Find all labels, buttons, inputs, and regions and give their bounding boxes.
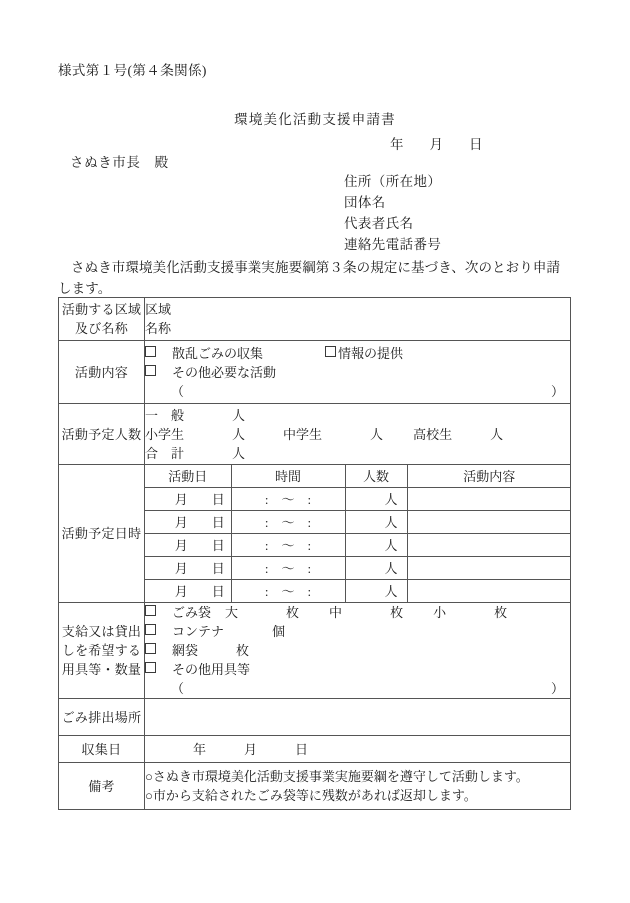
form-number: 様式第１号(第４条関係) xyxy=(58,63,207,78)
schedule-count-unit: 人 xyxy=(384,537,398,553)
supplies-label-line1: 支給又は貸出 xyxy=(61,624,142,639)
schedule-content-cell[interactable] xyxy=(407,580,571,603)
collection-date-month-label: 月 xyxy=(244,741,258,757)
schedule-month-label: 月 xyxy=(174,514,188,530)
garbage-bag-small-label: 小 xyxy=(433,605,447,620)
schedule-day-label: 日 xyxy=(211,514,225,530)
area-field-label: 区域 xyxy=(145,302,172,317)
applicant-phone-label: 連絡先電話番号 xyxy=(344,237,442,252)
schedule-time-cell[interactable]: : ～ : xyxy=(231,580,345,603)
supplies-label-line3: 用具等・数量 xyxy=(61,662,142,677)
supplies-bag-row xyxy=(145,603,570,622)
disposal-site-label-cell: ごみ排出場所 xyxy=(59,699,145,736)
garbage-bag-large-label: 大 xyxy=(225,605,239,620)
activity-paren-open: （ xyxy=(171,383,185,399)
garbage-bag-small-unit: 枚 xyxy=(494,605,508,620)
checkbox-litter-collection[interactable] xyxy=(145,346,156,357)
schedule-time-cell[interactable]: : ～ : xyxy=(231,534,345,557)
schedule-header-date: 活動日 xyxy=(145,465,231,488)
area-label-cell xyxy=(59,298,145,341)
schedule-subtable-cell xyxy=(145,465,571,603)
applicant-address-label: 住所（所在地） xyxy=(344,174,442,189)
headcount-general-unit: 人 xyxy=(232,407,246,423)
table-row-supplies xyxy=(59,603,571,699)
checkbox-information-provision[interactable] xyxy=(325,346,336,357)
schedule-count-cell[interactable] xyxy=(345,511,407,534)
table-row-area xyxy=(59,298,571,341)
schedule-month-label: 月 xyxy=(174,560,188,576)
schedule-count-unit: 人 xyxy=(384,583,398,599)
schedule-count-cell[interactable] xyxy=(345,557,407,580)
schedule-day-label: 日 xyxy=(211,491,225,507)
checkbox-container[interactable] xyxy=(145,624,156,635)
schedule-count-unit: 人 xyxy=(384,514,398,530)
remarks-line-1: ○さぬき市環境美化活動支援事業実施要綱を遵守して活動します。 xyxy=(145,769,529,784)
schedule-row[interactable] xyxy=(145,511,571,534)
checkbox-garbage-bag[interactable] xyxy=(145,605,156,616)
schedule-time-cell[interactable]: : ～ : xyxy=(231,488,345,511)
addressee-name: さぬき市長 xyxy=(70,155,141,170)
schedule-header-count: 人数 xyxy=(345,465,407,488)
supplies-netbag-row xyxy=(145,641,570,660)
schedule-header-time: 時間 xyxy=(231,465,345,488)
container-label: コンテナ xyxy=(172,624,225,639)
date-day-label: 日 xyxy=(469,137,483,152)
activity-label-cell: 活動内容 xyxy=(59,341,145,404)
applicant-info-block xyxy=(344,171,441,255)
activity-paren-close: ） xyxy=(550,383,564,399)
schedule-header-content: 活動内容 xyxy=(407,465,571,488)
headcount-high-label: 高校生 xyxy=(413,426,453,442)
schedule-row[interactable] xyxy=(145,488,571,511)
schedule-count-unit: 人 xyxy=(384,560,398,576)
checkbox-litter-collection-label: 散乱ごみの収集 xyxy=(172,345,264,361)
net-bag-label: 網袋 xyxy=(172,643,199,658)
other-supplies-label: その他用具等 xyxy=(172,662,251,677)
container-unit: 個 xyxy=(272,624,286,639)
headcount-general-row xyxy=(145,406,570,425)
checkbox-other-supplies[interactable] xyxy=(145,662,156,673)
supplies-container-row xyxy=(145,622,570,641)
headcount-high-unit: 人 xyxy=(490,426,504,442)
net-bag-unit: 枚 xyxy=(236,643,250,658)
area-value-cell[interactable] xyxy=(145,298,571,341)
applicant-organization-label: 団体名 xyxy=(344,195,386,210)
supplies-paren-close: ） xyxy=(550,681,564,696)
schedule-row[interactable] xyxy=(145,580,571,603)
garbage-bag-medium-label: 中 xyxy=(329,605,343,620)
collection-date-value-cell[interactable] xyxy=(145,736,571,763)
supplies-other-row xyxy=(145,660,570,679)
intro-paragraph: さぬき市環境美化活動支援事業実施要綱第３条の規定に基づき、次のとおり申請します。 xyxy=(58,260,561,296)
headcount-elementary-unit: 人 xyxy=(232,426,246,442)
schedule-date-cell[interactable] xyxy=(145,511,231,534)
activity-value-cell[interactable] xyxy=(145,341,571,404)
schedule-day-label: 日 xyxy=(211,560,225,576)
schedule-day-label: 日 xyxy=(211,537,225,553)
table-row-collection-date xyxy=(59,736,571,763)
schedule-date-cell[interactable] xyxy=(145,488,231,511)
collection-date-label-cell: 収集日 xyxy=(59,736,145,763)
schedule-time-cell[interactable]: : ～ : xyxy=(231,511,345,534)
document-title: 環境美化活動支援申請書 xyxy=(234,112,396,127)
schedule-content-cell[interactable] xyxy=(407,557,571,580)
disposal-site-value-cell[interactable] xyxy=(145,699,571,736)
schedule-count-unit: 人 xyxy=(384,491,398,507)
checkbox-other-activity-label: その他必要な活動 xyxy=(172,364,277,380)
schedule-row[interactable] xyxy=(145,534,571,557)
remarks-line-2: ○市から支給されたごみ袋等に残数があれば返却します。 xyxy=(145,788,477,803)
headcount-students-row xyxy=(145,425,570,444)
collection-date-day-label: 日 xyxy=(295,741,309,757)
headcount-junior-label: 中学生 xyxy=(283,426,323,442)
supplies-label-line2: しを希望する xyxy=(61,643,142,658)
supplies-value-cell[interactable] xyxy=(145,603,571,699)
checkbox-information-provision-label: 情報の提供 xyxy=(338,345,404,361)
schedule-count-cell[interactable] xyxy=(345,488,407,511)
headcount-elementary-label: 小学生 xyxy=(145,426,185,442)
headcount-total-unit: 人 xyxy=(232,445,246,461)
schedule-month-label: 月 xyxy=(174,583,188,599)
area-label-line2: 及び名称 xyxy=(75,321,128,336)
headcount-total-label: 合 計 xyxy=(145,445,185,461)
addressee-honorific: 殿 xyxy=(154,155,169,170)
headcount-general-label: 一 般 xyxy=(145,407,185,423)
schedule-row[interactable] xyxy=(145,557,571,580)
headcount-total-row xyxy=(145,444,570,463)
garbage-bag-large-unit: 枚 xyxy=(286,605,300,620)
checkbox-net-bag[interactable] xyxy=(145,643,156,654)
application-form-table xyxy=(58,297,571,810)
date-year-label: 年 xyxy=(390,137,404,152)
supplies-label-cell xyxy=(59,603,145,699)
schedule-header-row xyxy=(145,465,571,488)
supplies-other-input-row[interactable] xyxy=(145,679,570,698)
collection-date-year-label: 年 xyxy=(193,741,207,757)
table-row-activity xyxy=(59,341,571,404)
table-row-disposal-site xyxy=(59,699,571,736)
table-row-schedule xyxy=(59,465,571,603)
table-row-headcount xyxy=(59,404,571,465)
headcount-junior-unit: 人 xyxy=(370,426,384,442)
date-month-label: 月 xyxy=(429,137,443,152)
schedule-content-cell[interactable] xyxy=(407,534,571,557)
schedule-time-cell[interactable]: : ～ : xyxy=(231,557,345,580)
headcount-value-cell[interactable] xyxy=(145,404,571,465)
schedule-count-cell[interactable] xyxy=(345,580,407,603)
schedule-table xyxy=(145,465,571,602)
remarks-label-cell: 備考 xyxy=(59,763,145,810)
garbage-bag-label: ごみ袋 xyxy=(172,605,212,620)
schedule-content-cell[interactable] xyxy=(407,511,571,534)
schedule-month-label: 月 xyxy=(174,537,188,553)
schedule-label-cell: 活動予定日時 xyxy=(59,465,145,603)
supplies-paren-open: （ xyxy=(171,681,185,696)
schedule-day-label: 日 xyxy=(211,583,225,599)
area-label-line1: 活動する区域 xyxy=(61,302,142,317)
garbage-bag-medium-unit: 枚 xyxy=(390,605,404,620)
area-name-field-label: 名称 xyxy=(145,321,172,336)
schedule-content-cell[interactable] xyxy=(407,488,571,511)
activity-checkbox-row-1 xyxy=(145,344,570,363)
addressee xyxy=(70,151,169,171)
schedule-date-cell[interactable] xyxy=(145,534,231,557)
schedule-date-cell[interactable] xyxy=(145,580,231,603)
table-row-remarks xyxy=(59,763,571,810)
checkbox-other-activity[interactable] xyxy=(145,365,156,376)
remarks-value-cell xyxy=(145,763,571,810)
applicant-representative-label: 代表者氏名 xyxy=(344,216,414,231)
schedule-month-label: 月 xyxy=(174,491,188,507)
schedule-date-cell[interactable] xyxy=(145,557,231,580)
activity-other-input-row[interactable] xyxy=(145,382,570,401)
activity-checkbox-row-2 xyxy=(145,363,570,382)
headcount-label-cell: 活動予定人数 xyxy=(59,404,145,465)
submission-date-line xyxy=(390,133,483,153)
schedule-count-cell[interactable] xyxy=(345,534,407,557)
